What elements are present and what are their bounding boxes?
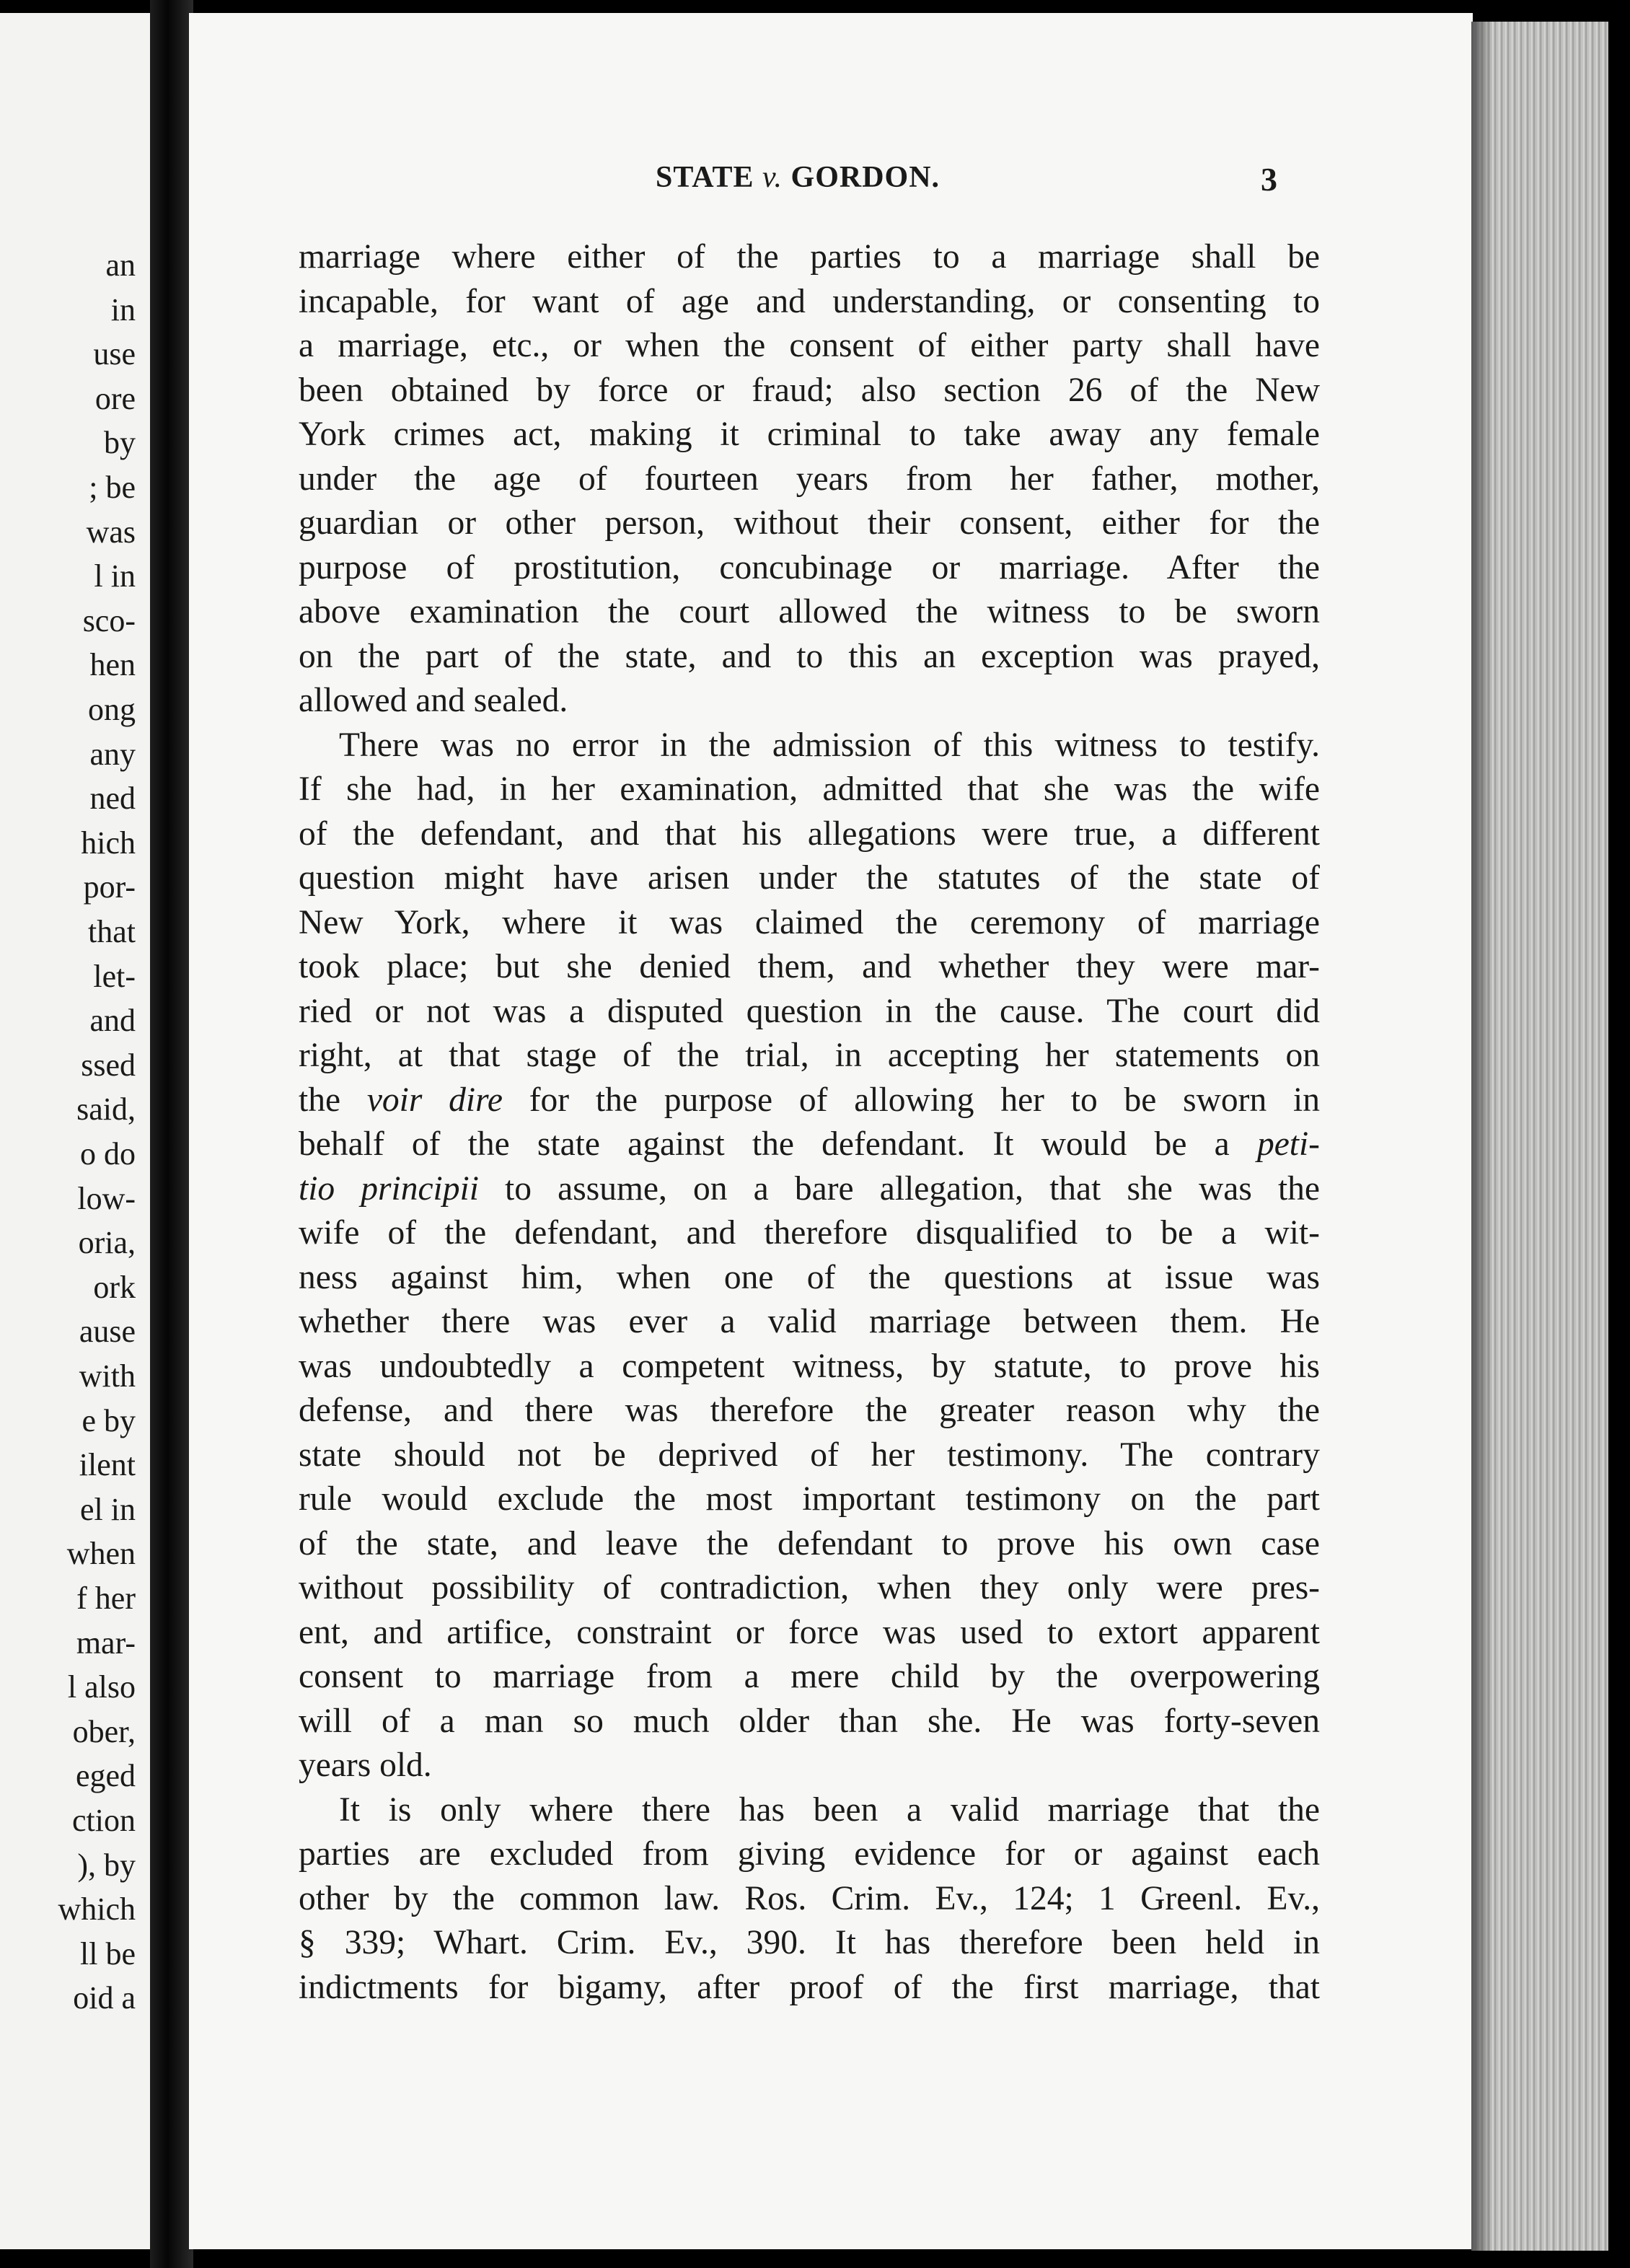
text-line: ness against him, when one of the questions at issue was <box>299 1258 1320 1296</box>
text-line: parties are excluded from giving evidence for or against each <box>299 1835 1320 1873</box>
text-line: behalf of the state against the defendant. It would be a peti- <box>299 1125 1320 1163</box>
facing-page-fragment: any <box>89 736 136 772</box>
text-line: above examination the court allowed the witness to be sworn <box>299 593 1320 630</box>
text-line: wife of the defendant, and therefore disqualified to be a wit- <box>299 1214 1320 1252</box>
text-line: under the age of fourteen years from her father, mother, <box>299 460 1320 498</box>
text-line: question might have arisen under the statutes of the state of <box>299 859 1320 897</box>
facing-page <box>0 13 156 2249</box>
facing-page-fragment: l in <box>94 558 136 594</box>
text-line: New York, where it was claimed the ceremony of marriage <box>299 903 1320 941</box>
facing-page-fragment: and <box>89 1003 136 1039</box>
facing-page-fragment: by <box>104 425 136 461</box>
paragraph <box>299 724 1320 1788</box>
facing-page-fragment: ned <box>89 781 136 817</box>
text-line: There was no error in the admission of this witness to testify. <box>339 726 1320 764</box>
facing-page-fragment: ction <box>72 1803 136 1838</box>
text-line: rule would exclude the most important testimony on the part <box>299 1480 1320 1518</box>
facing-page-fragment: ; be <box>89 470 136 505</box>
facing-page-fragment: which <box>58 1891 136 1928</box>
facing-page-fragment: ober, <box>72 1713 136 1749</box>
facing-page-fragment: ong <box>88 692 136 727</box>
body-text <box>299 235 1320 2010</box>
text-line: tio principii to assume, on a bare allegation, that she was the <box>299 1169 1321 1208</box>
text-line: incapable, for want of age and understanding, or consenting to <box>299 282 1320 320</box>
text-line: took place; but she denied them, and whether they were mar- <box>299 948 1320 985</box>
facing-page-fragment: oid a <box>73 1980 136 2016</box>
text-line: a marriage, etc., or when the consent of either party shall have <box>299 327 1320 364</box>
case-title <box>656 160 940 195</box>
case-title-part-1: STATE <box>656 161 762 194</box>
case-title-part-2: GORDON. <box>783 161 940 194</box>
facing-page-fragment: with <box>79 1358 136 1394</box>
page-number: 3 <box>1261 161 1277 198</box>
facing-page-fragment: f her <box>76 1581 136 1616</box>
facing-page-fragment: ork <box>93 1269 136 1305</box>
text-line: indictments for bigamy, after proof of the first marriage, that <box>299 1968 1320 2006</box>
text-line: of the state, and leave the defendant to prove his own case <box>299 1524 1320 1562</box>
facing-page-fragment: was <box>86 514 136 550</box>
text-line: of the defendant, and that his allegations were true, a different <box>299 814 1320 853</box>
text-line: consent to marriage from a mere child by the overpowering <box>299 1658 1320 1695</box>
facing-page-fragment: ause <box>79 1314 136 1350</box>
text-line: will of a man so much older than she. He was forty-seven <box>299 1702 1320 1740</box>
text-line: allowed and sealed. <box>299 682 568 719</box>
facing-page-fragment: el in <box>80 1491 136 1527</box>
facing-page-fragment: low- <box>77 1180 136 1216</box>
text-line: § 339; Whart. Crim. Ev., 390. It has therefore been held in <box>299 1924 1320 1961</box>
facing-page-fragment: l also <box>67 1669 136 1705</box>
text-line: marriage where either of the parties to a marriage shall be <box>299 238 1320 276</box>
text-line: It is only where there has been a valid marriage that the <box>339 1790 1320 1829</box>
text-line: was undoubtedly a competent witness, by statute, to prove his <box>299 1347 1320 1385</box>
facing-page-fragment: in <box>110 291 136 328</box>
facing-page-fragment: o do <box>80 1136 136 1172</box>
facing-page-fragment: ilent <box>79 1447 136 1483</box>
facing-page-fragment: ssed <box>81 1047 136 1083</box>
book-page <box>189 13 1473 2249</box>
text-line: right, at that stage of the trial, in accepting her statements on <box>299 1037 1320 1074</box>
facing-page-fragment: ore <box>94 380 136 416</box>
case-title-versus: v. <box>762 161 783 194</box>
paragraph <box>299 1788 1320 2010</box>
facing-page-fragment: ), by <box>77 1847 136 1883</box>
running-head <box>189 160 1473 203</box>
text-line: other by the common law. Ros. Crim. Ev., 124; 1 Greenl. Ev., <box>299 1879 1320 1917</box>
paragraph <box>299 235 1320 724</box>
text-line: without possibility of contradiction, when they only were pres- <box>299 1569 1320 1606</box>
text-line: state should not be deprived of her testimony. The contrary <box>299 1436 1320 1474</box>
facing-page-fragment: e by <box>82 1402 136 1438</box>
facing-page-fragment: said, <box>76 1091 136 1128</box>
facing-page-fragment: oria, <box>78 1225 136 1261</box>
facing-page-fragment: use <box>93 336 136 372</box>
text-line: ent, and artifice, constraint or force was used to extort apparent <box>299 1613 1320 1651</box>
text-line: on the part of the state, and to this an exception was prayed, <box>299 637 1320 675</box>
facing-page-fragment: mar- <box>76 1625 136 1661</box>
facing-page-fragment: ll be <box>80 1935 136 1972</box>
facing-page-fragment: hich <box>81 825 136 861</box>
text-line: whether there was ever a valid marriage between them. He <box>299 1303 1320 1340</box>
facing-page-fragment: let- <box>93 958 136 994</box>
facing-page-fragment: hen <box>89 647 136 683</box>
text-line: defense, and there was therefore the greater reason why the <box>299 1392 1320 1429</box>
facing-page-fragment: that <box>88 914 136 949</box>
facing-page-fragment: eged <box>75 1758 136 1794</box>
facing-page-fragment: sco- <box>82 602 136 638</box>
facing-page-fragment: when <box>66 1536 136 1572</box>
text-line: the voir dire for the purpose of allowing her to be sworn in <box>299 1081 1320 1119</box>
facing-page-fragment: por- <box>83 869 136 905</box>
text-line: guardian or other person, without their consent, either for the <box>299 504 1320 542</box>
page-edges-shadow <box>1471 22 1493 2251</box>
book-gutter <box>150 0 193 2268</box>
text-line: ried or not was a disputed question in the cause. The court did <box>299 992 1320 1030</box>
facing-page-fragment: an <box>105 247 136 283</box>
text-line: If she had, in her examination, admitted that she was the wife <box>299 770 1320 808</box>
text-line: been obtained by force or fraud; also section 26 of the New <box>299 371 1320 409</box>
text-line: York crimes act, making it criminal to take away any female <box>299 416 1320 453</box>
text-line: purpose of prostitution, concubinage or marriage. After the <box>299 548 1320 586</box>
text-line: years old. <box>299 1746 432 1784</box>
